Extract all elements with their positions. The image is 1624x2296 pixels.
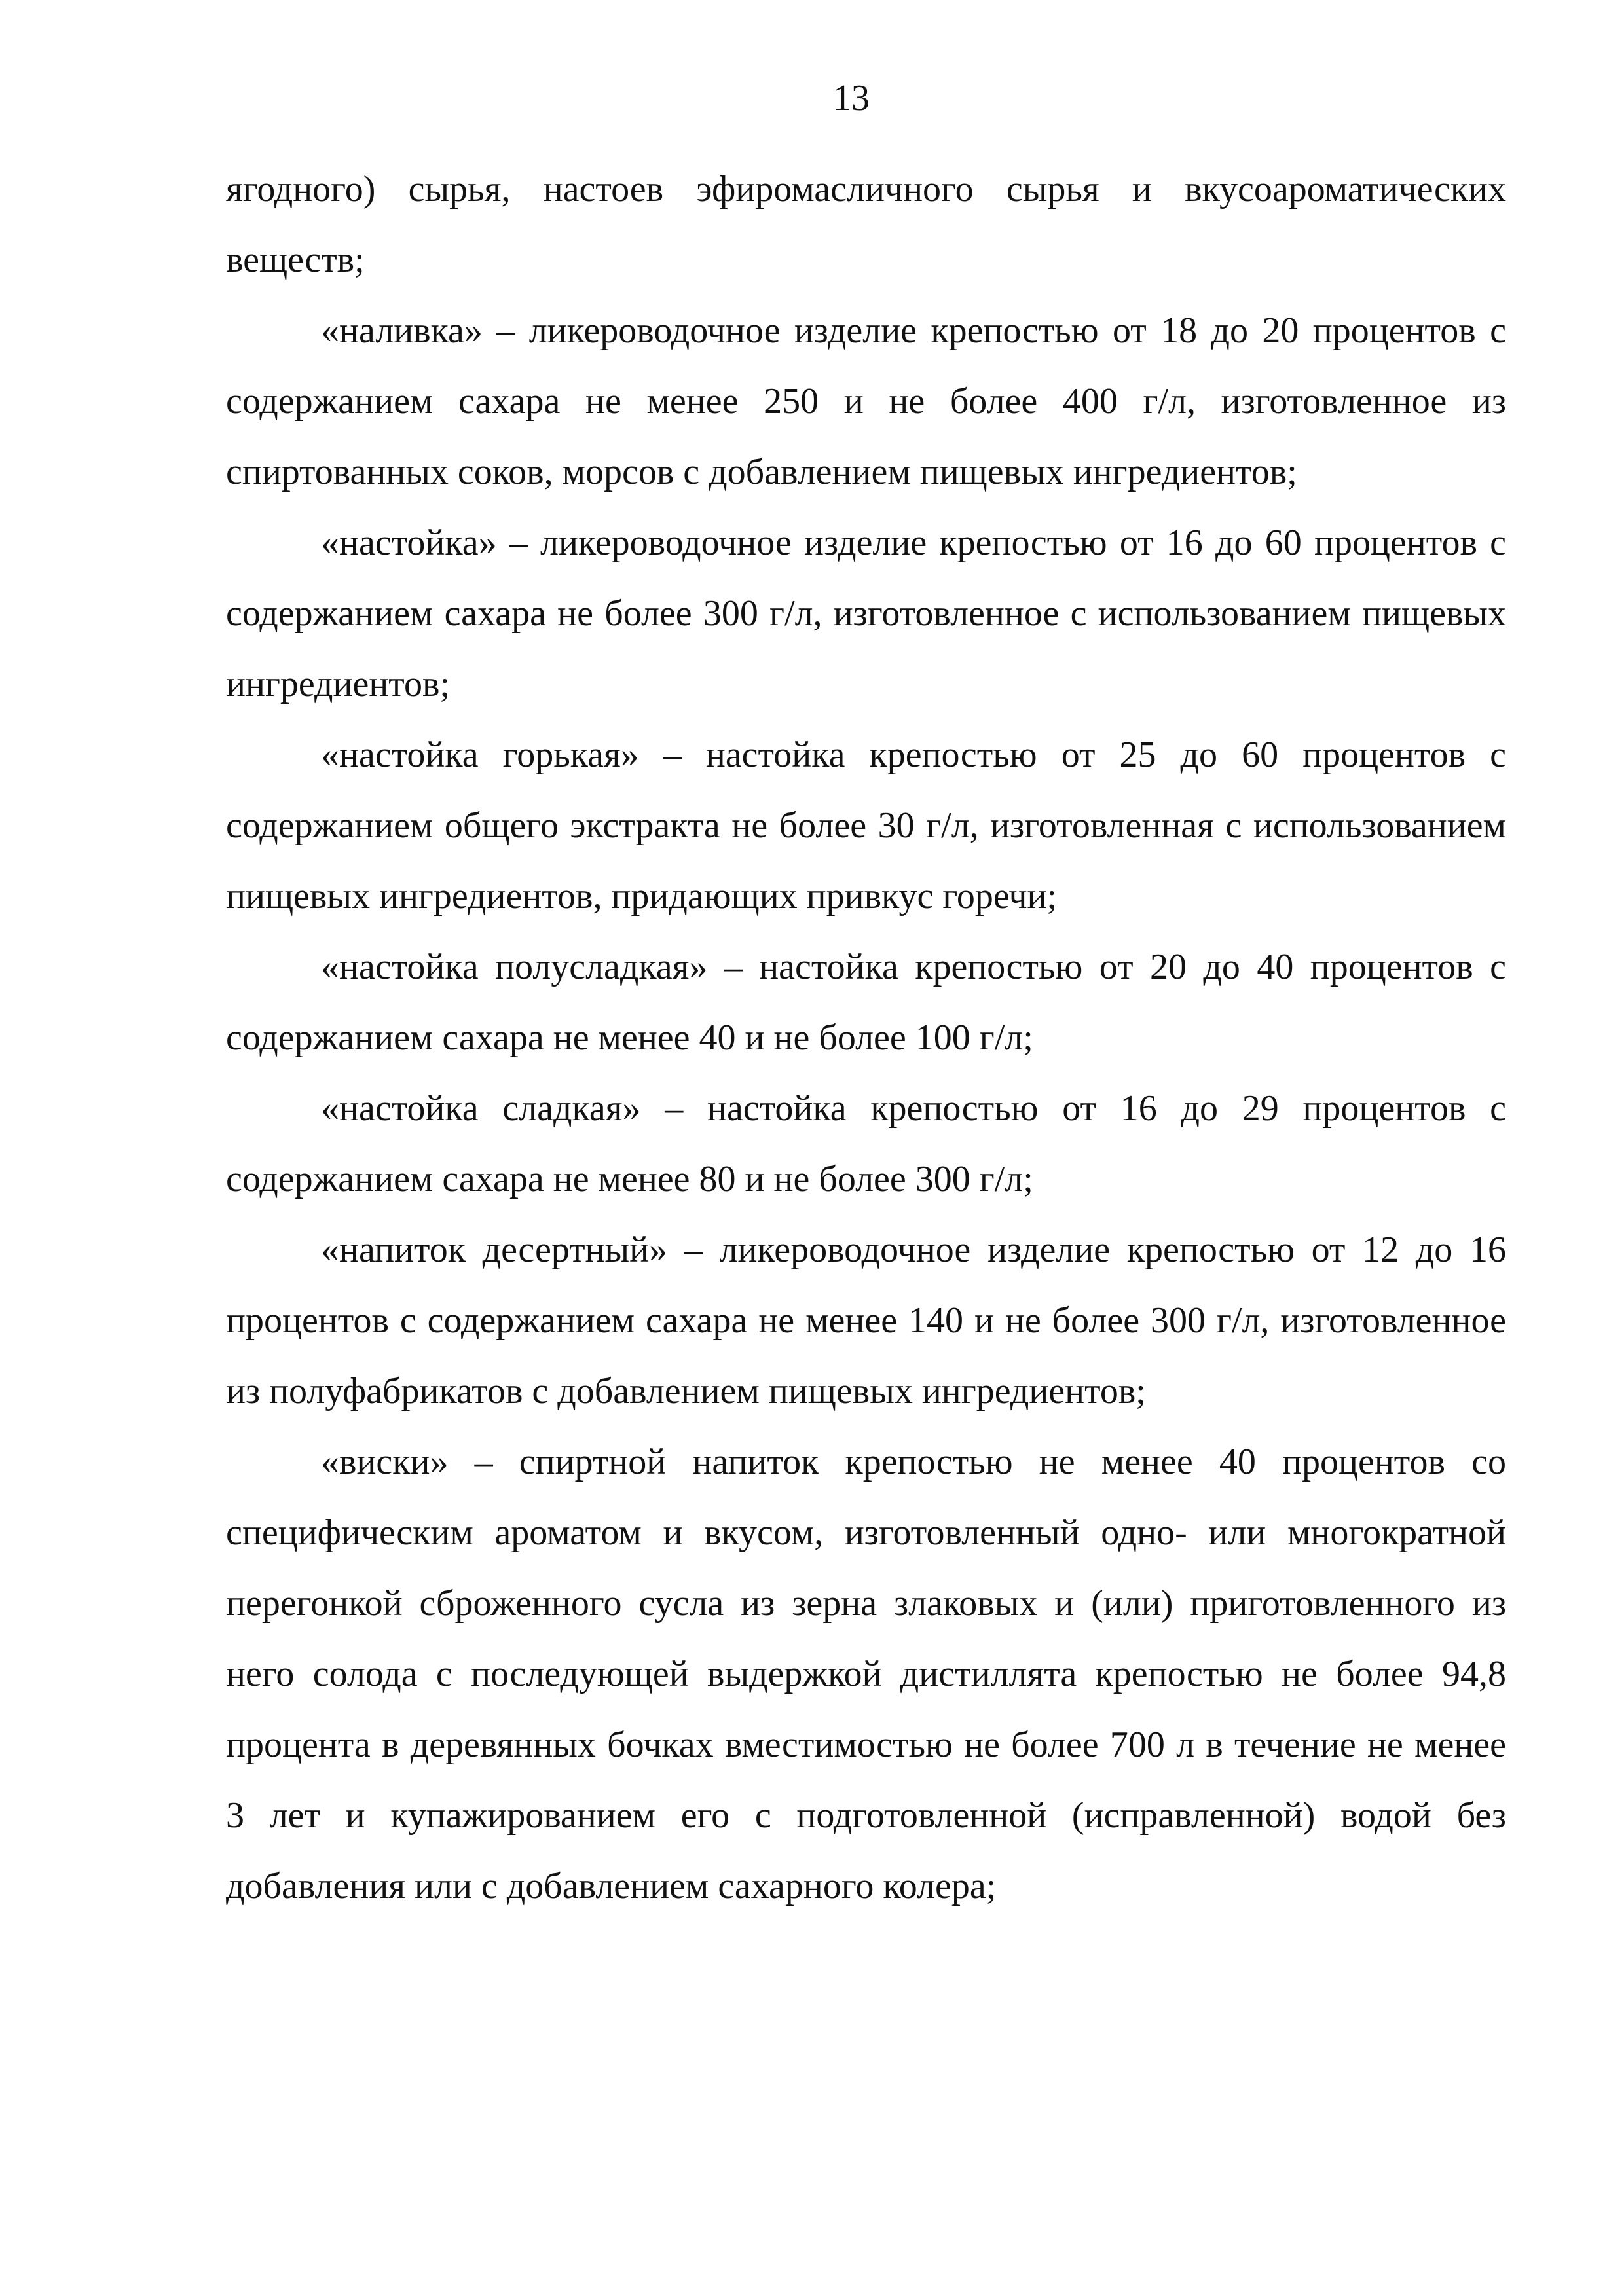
definition-nastoyka-sladkaya: «настойка сладкая» – настойка крепостью от 16 до 29 процентов с содержанием сахара не менее 80 и не более 300 г/л;: [226, 1088, 1506, 1199]
definition-nastoyka-polusladkaya: «настойка полусладкая» – настойка крепостью от 20 до 40 процентов с содержанием сахара не менее 40 и не более 100 г/л;: [226, 947, 1506, 1058]
paragraph-continuation: ягодного) сырья, настоев эфиромасличного сырья и вкусоароматических веществ;: [226, 169, 1506, 280]
definition-nastoyka: «настойка» – ликероводочное изделие крепостью от 16 до 60 процентов с содержанием сахара не более 300 г/л, изготовленное с использованием пищевых ингредиентов;: [226, 522, 1506, 704]
definition-napitok-desertny: «напиток десертный» – ликероводочное изделие крепостью от 12 до 16 процентов с содержанием сахара не менее 140 и не более 300 г/л, изготовленное из полуфабрикатов с добавлением пищевых ингредиентов;: [226, 1230, 1506, 1412]
document-body: [226, 154, 1506, 1922]
definition-nalivka: «наливка» – ликероводочное изделие крепостью от 18 до 20 процентов с содержанием сахара не менее 250 и не более 400 г/л, изготовленное из спиртованных соков, морсов с добавлением пищевых ингредиентов;: [226, 310, 1506, 492]
definition-viski: «виски» – спиртной напиток крепостью не менее 40 процентов со специфическим ароматом и вкусом, изготовленный одно- или многократной перегонкой сброженного сусла из зерна злаковых и (или) приготовленного из него солода с последующей выдержкой дистиллята крепостью не более 94,8 процента в деревянных бочках вместимостью не более 700 л в течение не менее 3 лет и купажированием его с подготовленной (исправленной) водой без добавления или с добавлением сахарного колера;: [226, 1442, 1506, 1906]
page-number: 13: [833, 78, 870, 118]
definition-nastoyka-gorkaya: «настойка горькая» – настойка крепостью от 25 до 60 процентов с содержанием общего экстракта не более 30 г/л, изготовленная с использованием пищевых ингредиентов, придающих привкус горечи;: [226, 735, 1506, 917]
